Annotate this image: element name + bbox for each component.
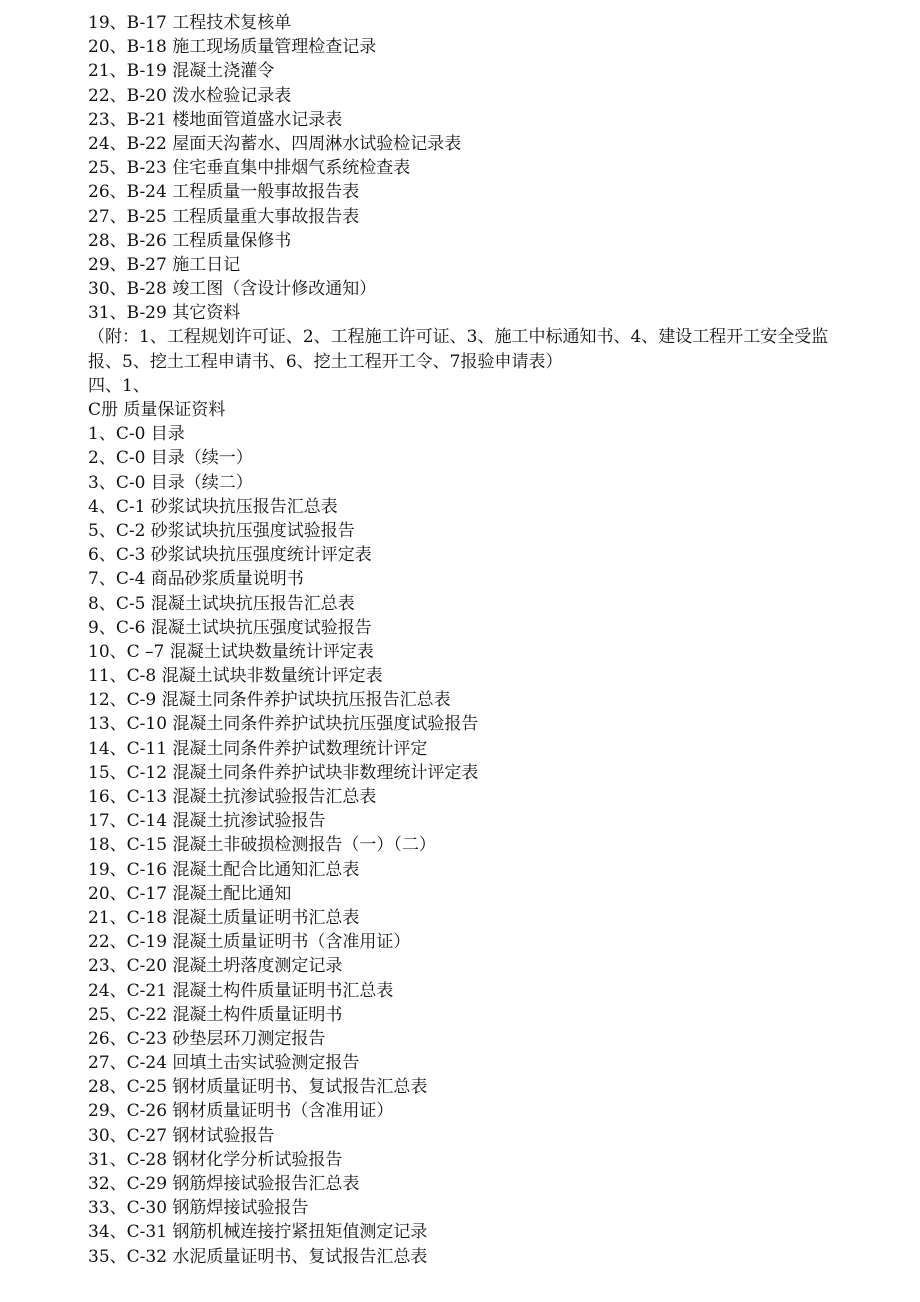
list-item: 22、B-20 泼水检验记录表 [88,85,292,106]
list-item: 19、C-16 混凝土配合比通知汇总表 [88,859,360,880]
list-item: 27、B-25 工程质量重大事故报告表 [88,206,360,227]
list-item: 6、C-3 砂浆试块抗压强度统计评定表 [88,545,372,566]
list-item: 33、C-30 钢筋焊接试验报告 [88,1198,309,1219]
list-item: 4、C-1 砂浆试块抗压报告汇总表 [88,496,338,517]
appendix-note: （附：1、工程规划许可证、2、工程施工许可证、3、施工中标通知书、4、建设工程开工安全受监报、5、挖土工程申请书、6、挖土工程开工令、7报验申请表） [88,327,829,372]
list-item: 32、C-29 钢筋焊接试验报告汇总表 [88,1174,360,1195]
list-item: 13、C-10 混凝土同条件养护试块抗压强度试验报告 [88,714,479,735]
list-item: 24、B-22 屋面天沟蓄水、四周淋水试验检记录表 [88,133,462,154]
list-item: 11、C-8 混凝土试块非数量统计评定表 [88,666,383,687]
list-item: 23、C-20 混凝土坍落度测定记录 [88,956,343,977]
c-list [88,422,848,1269]
document-page [88,11,848,1269]
list-item: 2、C-0 目录（续一） [88,448,253,469]
list-item: 22、C-19 混凝土质量证明书（含准用证） [88,932,411,953]
list-item: 24、C-21 混凝土构件质量证明书汇总表 [88,980,394,1001]
list-item: 26、C-23 砂垫层环刀测定报告 [88,1028,326,1049]
list-item: 26、B-24 工程质量一般事故报告表 [88,182,360,203]
b-list [88,11,848,325]
list-item: 31、B-29 其它资料 [88,303,241,324]
list-item: 7、C-4 商品砂浆质量说明书 [88,569,304,590]
list-item: 30、C-27 钢材试验报告 [88,1125,275,1146]
list-item: 17、C-14 混凝土抗渗试验报告 [88,811,326,832]
list-item: 30、B-28 竣工图（含设计修改通知） [88,279,377,300]
list-item: 18、C-15 混凝土非破损检测报告（一）（二） [88,835,436,856]
list-item: 9、C-6 混凝土试块抗压强度试验报告 [88,617,372,638]
list-item: 14、C-11 混凝土同条件养护试数理统计评定 [88,738,428,759]
list-item: 23、B-21 楼地面管道盛水记录表 [88,109,343,130]
list-item: 1、C-0 目录 [88,424,185,445]
list-item: 21、B-19 混凝土浇灌令 [88,61,275,82]
list-item: 35、C-32 水泥质量证明书、复试报告汇总表 [88,1246,428,1267]
list-item: 20、B-18 施工现场质量管理检查记录 [88,37,377,58]
list-item: 34、C-31 钢筋机械连接拧紧扭矩值测定记录 [88,1222,428,1243]
list-item: 25、C-22 混凝土构件质量证明书 [88,1004,343,1025]
list-item: 8、C-5 混凝土试块抗压报告汇总表 [88,593,355,614]
list-item: 29、C-26 钢材质量证明书（含准用证） [88,1101,394,1122]
list-item: 31、C-28 钢材化学分析试验报告 [88,1149,343,1170]
list-item: 19、B-17 工程技术复核单 [88,13,292,33]
list-item: 15、C-12 混凝土同条件养护试块非数理统计评定表 [88,762,479,783]
list-item: 5、C-2 砂浆试块抗压强度试验报告 [88,520,355,541]
list-item: 28、C-25 钢材质量证明书、复试报告汇总表 [88,1077,428,1098]
list-item: 16、C-13 混凝土抗渗试验报告汇总表 [88,787,377,808]
list-item: 25、B-23 住宅垂直集中排烟气系统检查表 [88,158,411,179]
list-item: 12、C-9 混凝土同条件养护试块抗压报告汇总表 [88,690,451,711]
list-item: 29、B-27 施工日记 [88,254,241,275]
section-title: C册 质量保证资料 [88,400,226,421]
list-item: 20、C-17 混凝土配比通知 [88,883,292,904]
list-item: 21、C-18 混凝土质量证明书汇总表 [88,907,360,928]
list-item: 28、B-26 工程质量保修书 [88,230,292,251]
list-item: 10、C –7 混凝土试块数量统计评定表 [88,641,374,662]
list-item: 3、C-0 目录（续二） [88,472,253,493]
section-mark: 四、1、 [88,375,150,396]
list-item: 27、C-24 回填土击实试验测定报告 [88,1053,360,1074]
